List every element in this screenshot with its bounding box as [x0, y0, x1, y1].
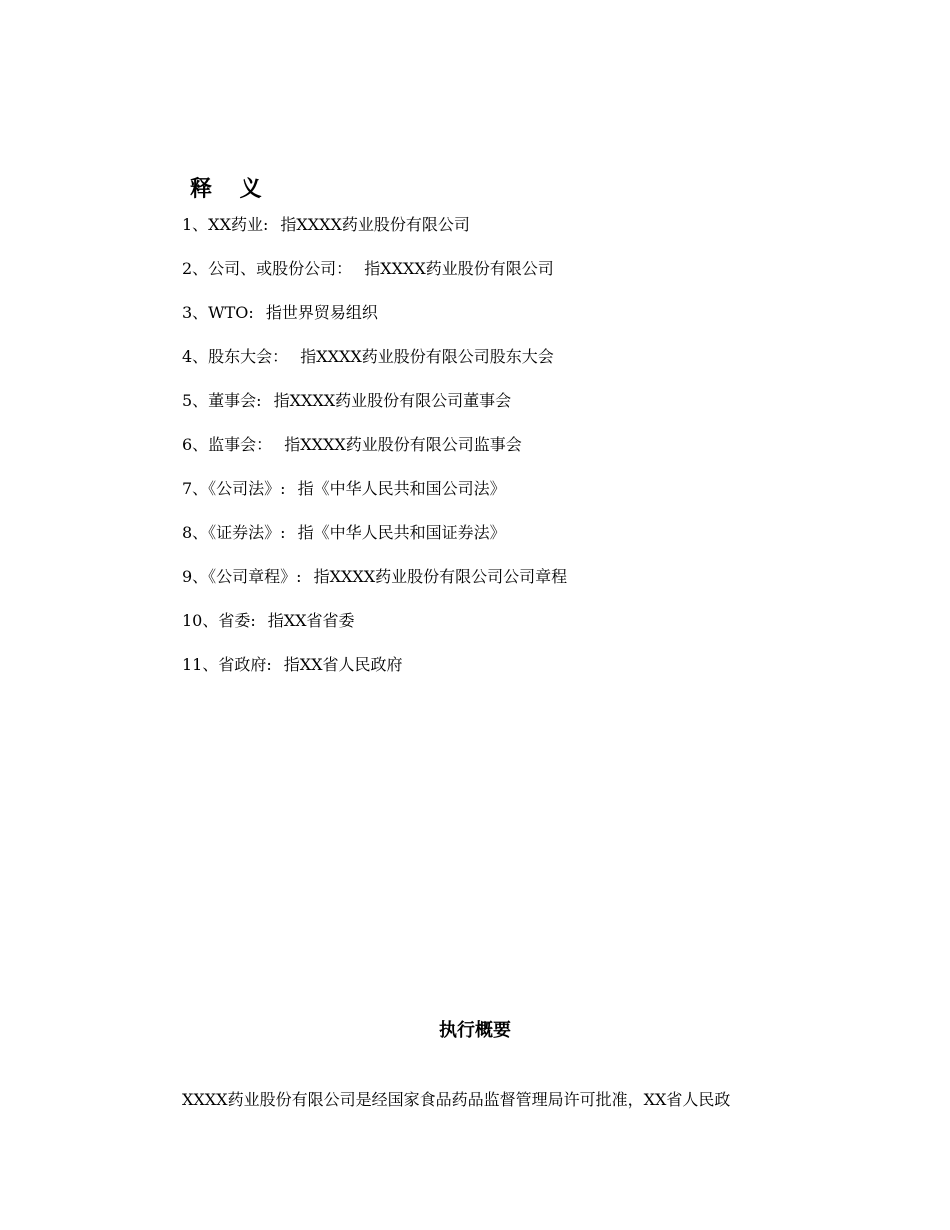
- definition-meaning: 指XX省人民政府: [283, 655, 403, 674]
- definition-term: 1、XX药业:: [182, 215, 269, 234]
- definition-item: [182, 255, 802, 299]
- definition-item: [182, 651, 802, 695]
- definition-item: [182, 519, 802, 563]
- definition-meaning: 指XXXX药业股份有限公司股东大会: [300, 347, 554, 366]
- definition-meaning: 指XXXX药业股份有限公司公司章程: [313, 567, 568, 586]
- definition-item: [182, 607, 802, 651]
- definition-meaning: 指XXXX药业股份有限公司监事会: [284, 435, 522, 454]
- definition-meaning: 指XXXX药业股份有限公司: [364, 259, 554, 278]
- definition-term: 7、《公司法》:: [182, 479, 286, 498]
- executive-summary-title: 执行概要: [439, 1020, 511, 1041]
- executive-summary-paragraph: XXXX药业股份有限公司是经国家食品药品监督管理局许可批准，XX省人民政: [182, 1090, 731, 1109]
- definition-meaning: 指XXXX药业股份有限公司董事会: [273, 391, 512, 410]
- definition-item: [182, 475, 802, 519]
- definition-item: [182, 563, 802, 607]
- definition-term: 4、股东大会：: [182, 347, 289, 366]
- definition-term: 10、省委:: [182, 611, 256, 630]
- definition-item: [182, 431, 802, 475]
- definition-term: 8、《证券法》:: [182, 523, 286, 542]
- definition-item: [182, 211, 802, 255]
- definition-term: 2、公司、或股份公司：: [182, 259, 353, 278]
- definition-meaning: 指《中华人民共和国证券法》: [297, 523, 506, 542]
- definition-meaning: 指世界贸易组织: [265, 303, 378, 322]
- definition-item: [182, 343, 802, 387]
- definition-term: 3、WTO:: [182, 303, 254, 322]
- definition-term: 5、董事会:: [182, 391, 262, 410]
- definition-term: 6、监事会：: [182, 435, 273, 454]
- definition-item: [182, 387, 802, 431]
- definition-term: 11、省政府:: [182, 655, 272, 674]
- definition-meaning: 指XX省省委: [267, 611, 355, 630]
- definition-term: 9、《公司章程》:: [182, 567, 302, 586]
- definition-meaning: 指XXXX药业股份有限公司: [280, 215, 470, 234]
- definitions-title: 释 义: [190, 176, 272, 202]
- definitions-list: [182, 211, 802, 695]
- definition-meaning: 指《中华人民共和国公司法》: [297, 479, 506, 498]
- definition-item: [182, 299, 802, 343]
